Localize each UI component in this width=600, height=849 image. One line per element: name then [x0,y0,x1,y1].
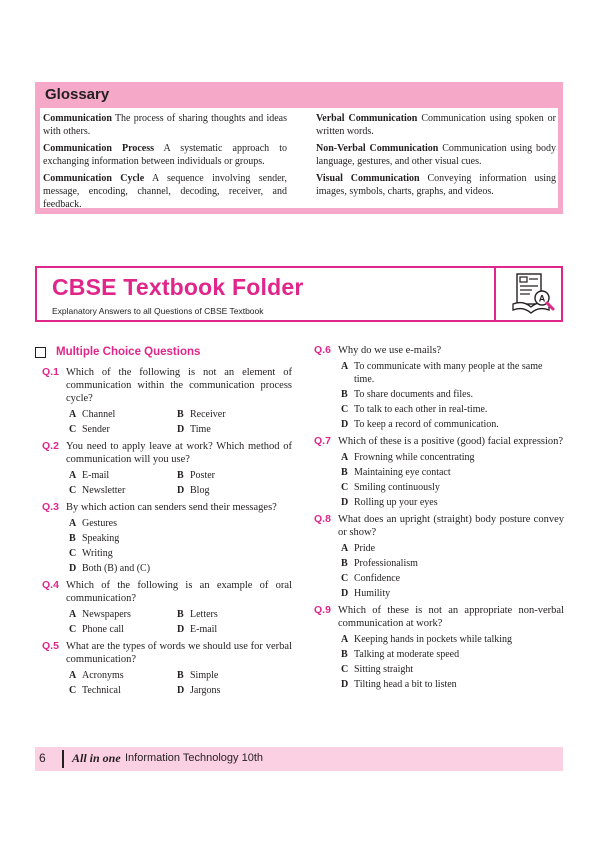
mcq-heading [35,346,200,358]
glossary-definition: The process of sharing thoughts and ideas with others. [43,113,287,137]
page-footer [35,747,563,771]
option [341,572,564,585]
option [177,423,285,436]
option [69,423,177,436]
option-letter: D [177,424,185,435]
option [69,408,177,421]
option-text: Technical [82,685,121,696]
option-letter: B [177,470,184,481]
question [42,501,292,514]
option [341,663,564,676]
option [341,418,564,431]
options-list [341,360,564,431]
option-letter: A [69,470,77,481]
option-text: Rolling up your eyes [354,497,438,508]
option-text: To keep a record of communication. [354,419,499,430]
question-number: Q.8 [314,513,331,525]
option-letter: C [69,624,77,635]
question-number: Q.7 [314,435,331,447]
folder-subtitle: Explanatory Answers to all Questions of CBSE Textbook [52,306,264,316]
options-list [69,469,292,497]
option-text: E-mail [82,470,110,481]
option-letter: B [177,670,184,681]
option [69,669,177,682]
option [341,648,564,661]
option-text: Sender [82,424,110,435]
option [69,623,177,636]
glossary-title: Glossary [45,86,110,103]
option-letter: A [69,670,77,681]
glossary-term: Communication Process [43,143,154,154]
question-number: Q.9 [314,604,331,616]
folder-title: CBSE Textbook Folder [52,274,304,300]
option-letter: C [69,485,77,496]
option-letter: B [341,467,348,478]
option [341,388,564,401]
option-letter: C [341,404,349,415]
option-letter: A [341,452,349,463]
question-number: Q.6 [314,344,331,356]
option-letter: C [69,424,77,435]
option [69,532,292,545]
option-text: Maintaining eye contact [354,467,451,478]
glossary-body [40,108,558,208]
option [341,360,564,386]
option [69,684,177,697]
question [42,640,292,666]
glossary-definition: A sequence involving sender, message, encoding, channel, decoding, receiver, and feedback. [43,173,287,210]
option [341,557,564,570]
option-text: To talk to each other in real-time. [354,404,488,415]
glossary-entry [43,172,287,211]
question-text: Which of these is not an appropriate non-verbal communication at work? [338,605,564,629]
option [341,403,564,416]
question [314,513,564,539]
footer-separator [62,750,64,768]
option-letter: D [341,679,349,690]
option-letter: C [69,685,77,696]
question [314,344,564,357]
option [177,484,285,497]
option-letter: D [341,419,349,430]
option [69,484,177,497]
glossary-right-column [316,112,556,202]
question-text: Why do we use e-mails? [338,345,442,356]
option-text: Humility [354,588,391,599]
options-list [69,669,292,697]
option-text: Newspapers [82,609,131,620]
glossary-term: Communication [43,113,112,124]
option-text: Writing [82,548,113,559]
question-text: What are the types of words we should use for verbal communication? [66,641,292,665]
option-text: Gestures [82,518,117,529]
glossary-definition: Conveying information using images, symbols, charts, graphs, and videos. [316,173,556,197]
option-letter: C [341,482,349,493]
option-text: Channel [82,409,116,420]
option-text: Keeping hands in pockets while talking [354,634,513,645]
question-number: Q.2 [42,440,59,452]
option-text: Both (B) and (C) [82,563,151,574]
option-letter: B [341,558,348,569]
option-text: Poster [190,470,215,481]
mcq-heading-label: Multiple Choice Questions [56,346,201,358]
option-letter: A [69,609,77,620]
page-number: 6 [39,751,46,765]
book-title: Information Technology 10th [125,752,263,764]
option-letter: A [341,543,349,554]
question-text: Which of the following is an example of oral communication? [66,580,292,604]
option [69,608,177,621]
textbook-folder-banner [35,266,563,322]
option-text: Pride [354,543,376,554]
question-text: You need to apply leave at work? Which method of communication will you use? [66,441,292,465]
option-letter: D [177,685,185,696]
document-magnifier-icon [503,270,559,318]
question [42,579,292,605]
option-text: Frowning while concentrating [354,452,475,463]
option [177,623,285,636]
checkbox-square-icon [35,347,46,358]
option-letter: D [69,563,77,574]
glossary-term: Non-Verbal Communication [316,143,439,154]
option [341,496,564,509]
glossary-box [35,82,563,214]
option [341,451,564,464]
option-text: Time [190,424,211,435]
option-letter: D [177,485,185,496]
option [69,562,292,575]
option-letter: D [177,624,185,635]
option-text: Letters [190,609,218,620]
glossary-definition: Communication using body language, gestures, and other visual cues. [316,143,557,167]
option-text: Professionalism [354,558,418,569]
options-list [341,633,564,691]
option-letter: B [69,533,76,544]
option-letter: A [341,634,349,645]
option-text: Phone call [82,624,124,635]
option-letter: C [341,664,349,675]
option-text: Tilting head a bit to listen [354,679,457,690]
question-number: Q.1 [42,366,59,378]
options-list [69,608,292,636]
option [177,669,285,682]
glossary-left-column [43,112,287,215]
option [341,542,564,555]
option-text: Sitting straight [354,664,414,675]
option-text: To communicate with many people at the same time. [354,361,543,385]
options-list [341,451,564,509]
glossary-definition: Communication using spoken or written words. [316,113,556,137]
option-text: Blog [190,485,210,496]
option-text: Acronyms [82,670,124,681]
question [42,440,292,466]
option [341,587,564,600]
options-list [69,517,292,575]
option-text: Receiver [190,409,226,420]
option-letter: A [69,518,77,529]
question [314,435,564,448]
option-letter: B [177,409,184,420]
option-letter: B [341,649,348,660]
option-letter: B [341,389,348,400]
options-list [341,542,564,600]
options-list [69,408,292,436]
option-letter: D [341,497,349,508]
option-text: To share documents and files. [354,389,473,400]
option-text: E-mail [190,624,218,635]
glossary-entry [43,112,287,138]
glossary-entry [43,142,287,168]
glossary-entry [316,142,556,168]
svg-text:A: A [538,293,546,304]
question-text: Which of the following is not an element of communication within the communication process cycle? [66,367,292,404]
option-letter: A [341,361,349,372]
option [341,633,564,646]
option [341,481,564,494]
option [341,466,564,479]
option-letter: A [69,409,77,420]
option [177,608,285,621]
option [69,469,177,482]
option-text: Simple [190,670,219,681]
option-letter: B [177,609,184,620]
option-text: Confidence [354,573,401,584]
glossary-definition: A systematic approach to exchanging information between individuals or groups. [43,143,287,167]
option-letter: D [341,588,349,599]
option-text: Speaking [82,533,120,544]
option [69,547,292,560]
questions-left-column [42,366,292,701]
option [341,678,564,691]
glossary-term: Visual Communication [316,173,420,184]
option-text: Talking at moderate speed [354,649,460,660]
question-text: What does an upright (straight) body posture convey or show? [338,514,564,538]
brand-logo: All in one [72,751,121,765]
question-number: Q.5 [42,640,59,652]
glossary-entry [316,172,556,198]
folder-divider [494,268,496,320]
question-text: Which of these is a positive (good) facial expression? [338,436,564,447]
question [314,604,564,630]
option-letter: C [69,548,77,559]
option-text: Smiling continuously [354,482,440,493]
option-text: Jargons [190,685,221,696]
option [177,684,285,697]
question [42,366,292,405]
glossary-entry [316,112,556,138]
question-number: Q.3 [42,501,59,513]
question-number: Q.4 [42,579,59,591]
option-text: Newsletter [82,485,126,496]
glossary-term: Verbal Communication [316,113,418,124]
glossary-term: Communication Cycle [43,173,145,184]
questions-right-column [314,344,564,695]
option [177,469,285,482]
option [69,517,292,530]
option-letter: C [341,573,349,584]
question-text: By which action can senders send their messages? [66,502,277,513]
option [177,408,285,421]
